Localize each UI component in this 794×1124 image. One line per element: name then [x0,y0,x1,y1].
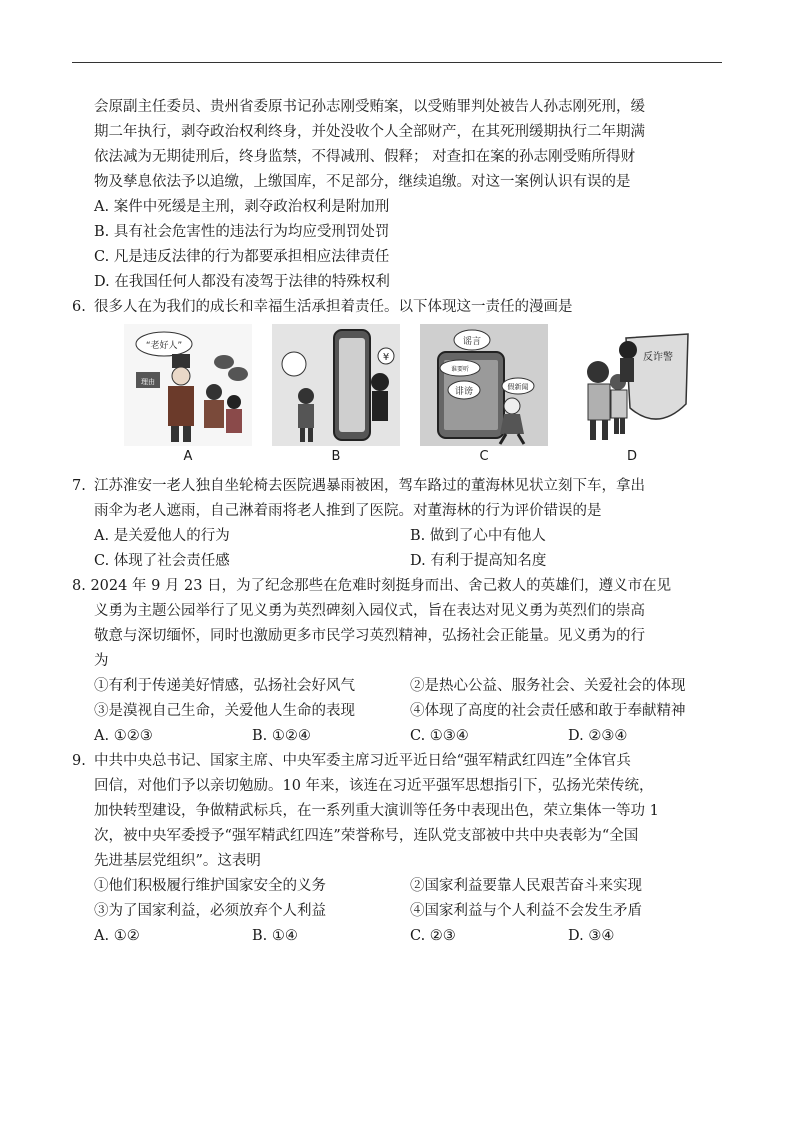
q5-option-b[interactable]: B. 具有社会危害性的违法行为均应受刑罚处罚 [94,224,390,240]
q6-stem: 很多人在为我们的成长和幸福生活承担着责任。以下体现这一责任的漫画是 [94,299,573,315]
cartoon-c[interactable] [410,324,558,474]
q9-option-b[interactable]: B. ①④ [252,928,298,944]
q6-number: 6. [72,299,86,315]
q9-stem-line: 加快转型建设，争做精武标兵，在一系列重大演训等任务中表现出色，荣立集体一等功 1 [94,803,659,819]
q5-stem-line: 会原副主任委员、贵州省委原书记孙志刚受贿案，以受贿罪判处被告人孙志刚死刑，缓 [94,99,645,115]
q8-stem-line: 敬意与深切缅怀，同时也激励更多市民学习英烈精神，弘扬社会正能量。见义勇为的行 [94,628,645,644]
cartoon-d-shield: 反诈警 [643,352,673,363]
cartoon-c-who: 谁要听 [450,366,470,373]
q9-stem-line: 中共中央总书记、国家主席、中央军委主席习近平近日给“强军精武红四连”全体官兵 [94,753,631,769]
cartoon-d-image [568,324,696,446]
cartoon-d[interactable] [558,324,706,474]
q5-option-a[interactable]: A. 案件中死缓是主刑，剥夺政治权利是附加刑 [94,199,390,215]
q7-option-c[interactable]: C. 体现了社会责任感 [94,553,230,569]
q6-cartoons [114,324,722,474]
question-8 [72,574,722,749]
q7-option-row [72,524,722,549]
q9-statement-2: ②国家利益要靠人民艰苦奋斗来实现 [410,878,642,894]
q7-stem-line: 雨伞为老人遮雨，自己淋着雨将老人推到了医院。对董海林的行为评价错误的是 [94,503,602,519]
cartoon-a[interactable] [114,324,262,474]
question-5 [72,95,722,295]
cartoon-b-image [272,324,400,446]
q8-option-a[interactable]: A. ①②③ [94,728,153,744]
q8-statement-2: ②是热心公益、服务社会、关爱社会的体现 [410,678,686,694]
cartoon-a-caption: A [183,449,193,464]
q8-option-d[interactable]: D. ②③④ [568,728,628,744]
q9-option-a[interactable]: A. ①② [94,928,140,944]
q7-stem-line: 江苏淮安一老人独自坐轮椅去医院遇暴雨被困，驾车路过的董海林见状立刻下车，拿出 [94,478,645,494]
cartoon-c-image [420,324,548,446]
cartoon-a-image [124,324,252,446]
q8-stem-line: 为 [94,653,109,669]
q8-statement-1: ①有利于传递美好情感，弘扬社会好风气 [94,678,355,694]
question-6 [72,295,722,474]
question-9 [72,749,722,949]
q8-option-row [72,724,722,749]
exam-page [72,95,722,949]
q9-stem-line: 回信，对他们予以亲切勉励。10 年来，该连在习近平强军思想指引下，弘扬光荣传统， [94,778,654,794]
q7-option-d[interactable]: D. 有利于提高知名度 [410,553,547,569]
cartoon-b-yuan: ¥ [382,352,390,363]
q9-option-row [72,924,722,949]
cartoon-c-slander: 诽谤 [454,387,474,397]
q8-statement-4: ④体现了高度的社会责任感和敢于奉献精神 [410,703,686,719]
q8-option-c[interactable]: C. ①③④ [410,728,469,744]
q5-stem-line: 依法减为无期徒刑后，终身监禁，不得减刑、假释； 对查扣在案的孙志刚受贿所得财 [94,149,636,165]
q5-stem-line: 物及孳息依法予以追缴，上缴国库，不足部分，继续追缴。对这一案例认识有误的是 [94,174,631,190]
q8-option-b[interactable]: B. ①②④ [252,728,311,744]
q9-statement-1: ①他们积极履行维护国家安全的义务 [94,878,326,894]
q9-statement-row [72,874,722,899]
q9-statement-4: ④国家利益与个人利益不会发生矛盾 [410,903,642,919]
q8-statement-row [72,674,722,699]
cartoon-b-caption: B [331,449,341,464]
cartoon-c-fake-news: 假新闻 [507,383,529,391]
cartoon-a-sign: 理由 [141,378,155,386]
q9-stem-line: 先进基层党组织”。这表明 [94,853,261,869]
q8-statement-row [72,699,722,724]
q5-option-d[interactable]: D. 在我国任何人都没有凌驾于法律的特殊权利 [94,274,390,290]
cartoon-c-caption: C [479,449,489,464]
cartoon-a-bubble: “老好人” [145,341,183,351]
q5-stem-line: 期二年执行，剥夺政治权利终身，并处没收个人全部财产，在其死刑缓期执行二年期满 [94,124,645,140]
cartoon-c-rumor: 谣言 [462,337,482,347]
q9-option-d[interactable]: D. ③④ [568,928,615,944]
cartoon-d-caption: D [626,449,637,464]
question-7 [72,474,722,574]
q9-statement-row [72,899,722,924]
q8-statement-3: ③是漠视自己生命，关爱他人生命的表现 [94,703,355,719]
q7-number: 7. [72,478,86,494]
q9-stem-line: 次，被中央军委授予“强军精武红四连”荣誉称号，连队党支部被中共中央表彰为“全国 [94,828,639,844]
q9-option-c[interactable]: C. ②③ [410,928,456,944]
q7-option-a[interactable]: A. 是关爱他人的行为 [94,528,230,544]
q5-option-c[interactable]: C. 凡是违反法律的行为都要承担相应法律责任 [94,249,390,265]
header-rule [72,62,722,63]
q8-stem-line: 义勇为主题公园举行了见义勇为英烈碑刻入园仪式，旨在表达对见义勇为英烈们的崇高 [94,603,645,619]
q9-number: 9. [72,753,86,769]
q7-option-row [72,549,722,574]
cartoon-b[interactable] [262,324,410,474]
q7-option-b[interactable]: B. 做到了心中有他人 [410,528,546,544]
q8-stem-line: 8. 2024 年 9 月 23 日，为了纪念那些在危难时刻挺身而出、舍己救人的英雄们，遵义市在见 [72,578,672,594]
q9-statement-3: ③为了国家利益，必须放弃个人利益 [94,903,326,919]
